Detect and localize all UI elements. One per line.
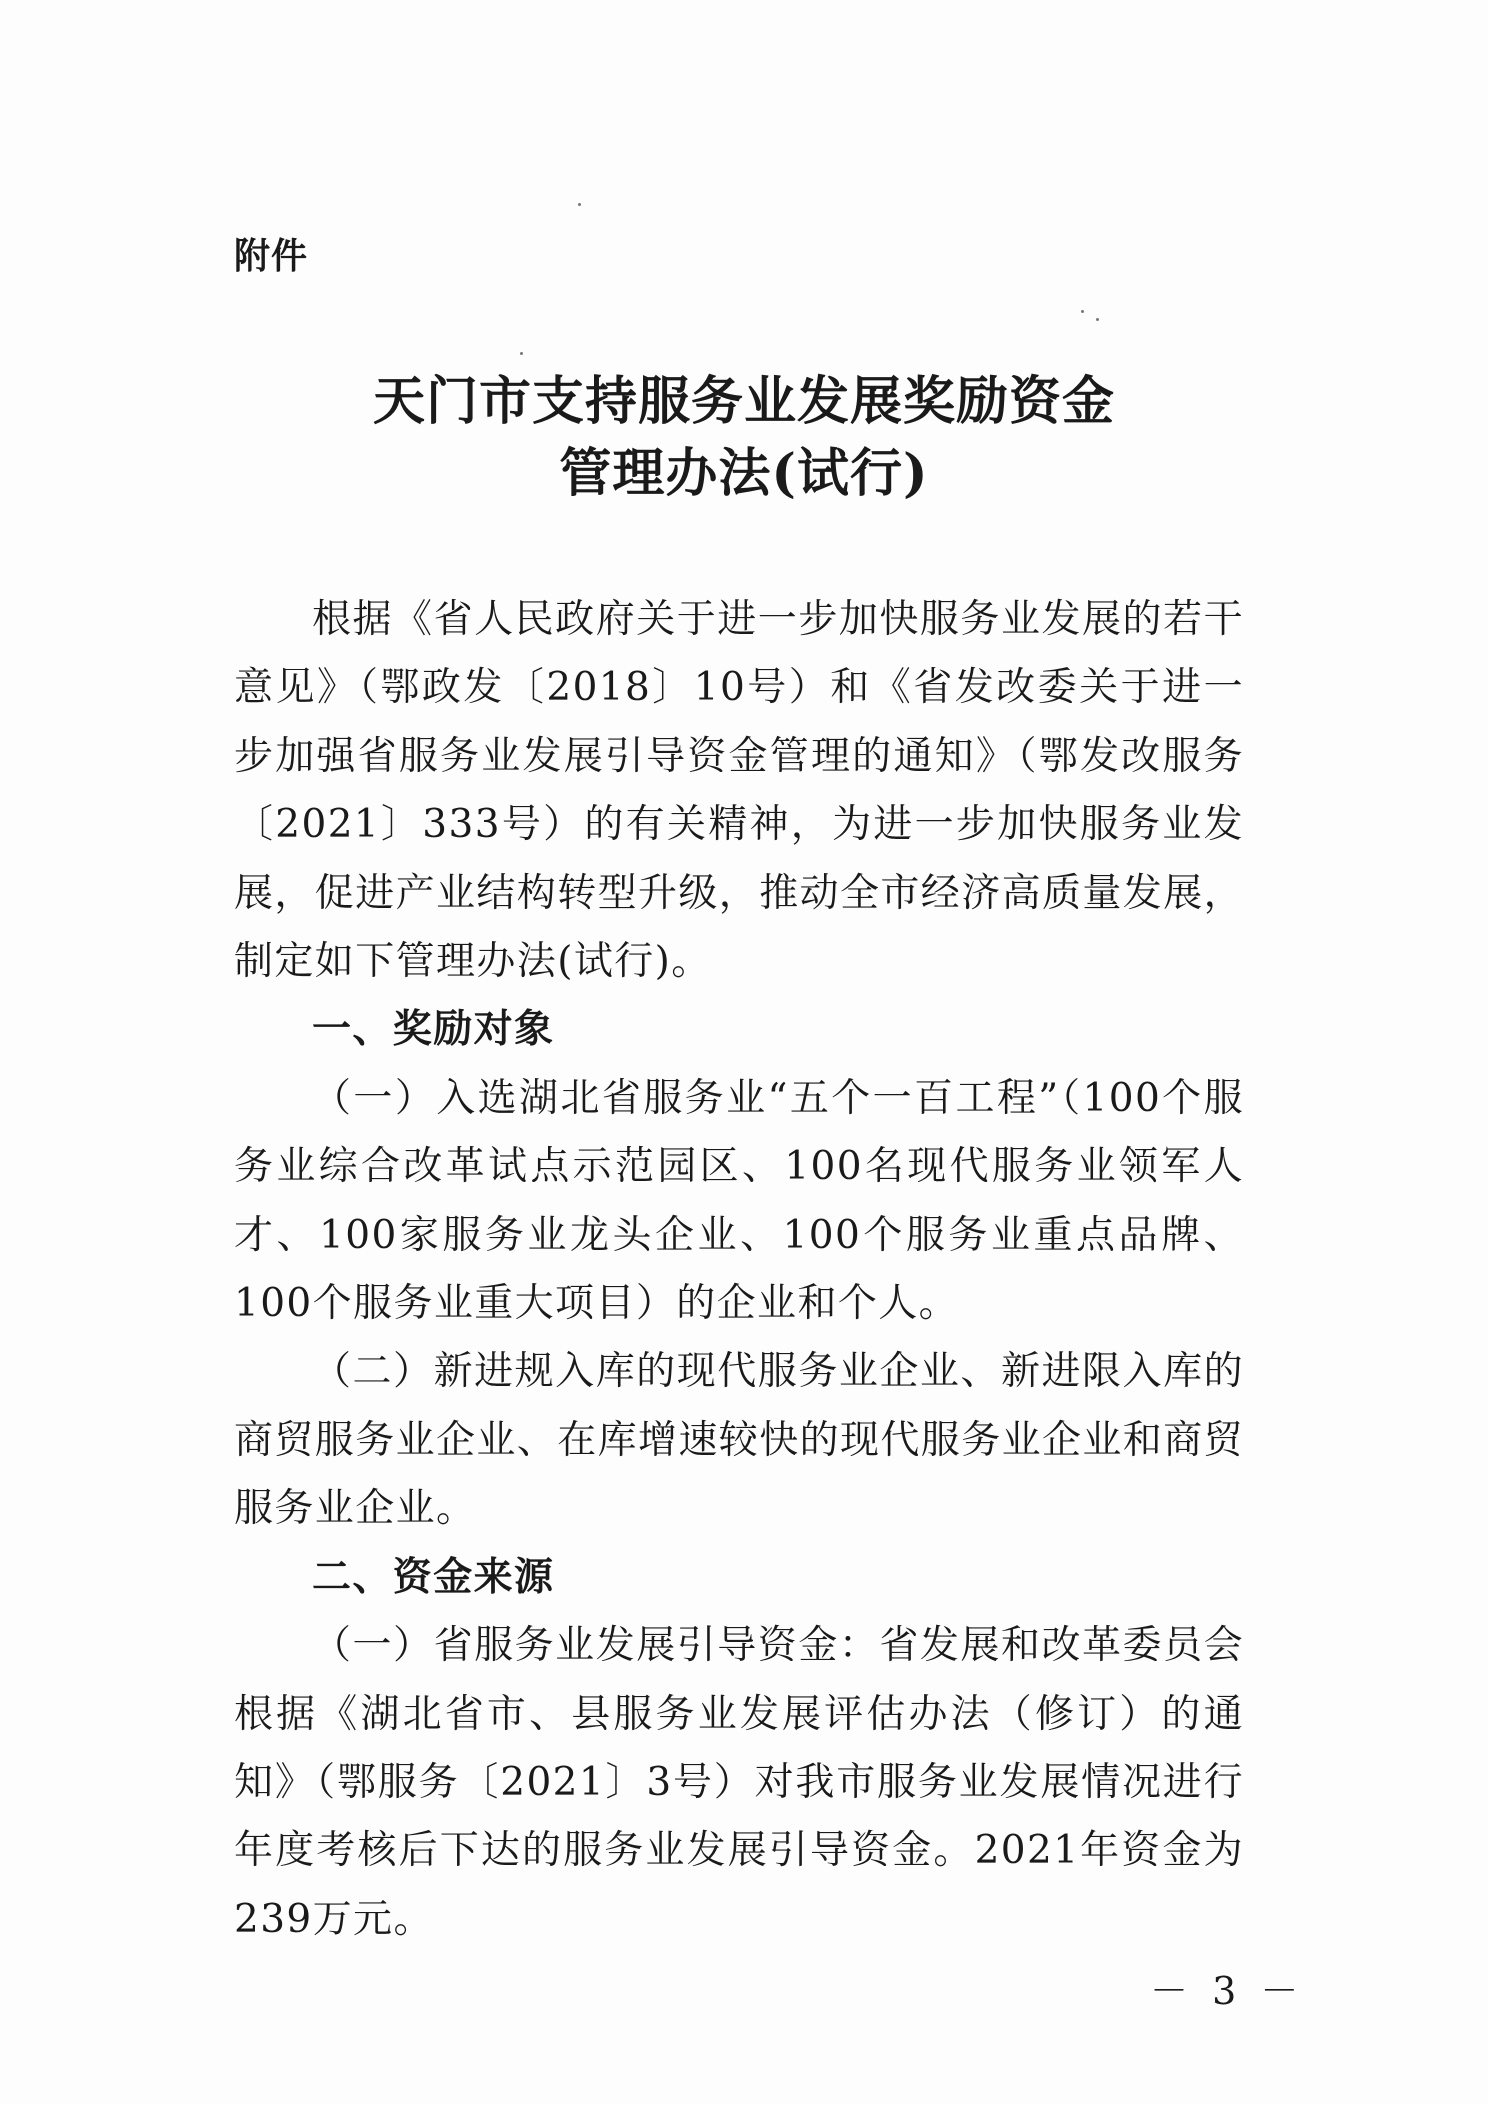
section-heading-fund-source: 二、资金来源	[312, 1554, 555, 1600]
scan-speck	[1081, 310, 1084, 313]
intro-paragraph: 根据《省人民政府关于进一步加快服务业发展的若干意见》（鄂政发〔2018〕10号）和《省发改委关于进一步加强省服务业发展引导资金管理的通知》（鄂发改服务〔2021〕333号）的有关精神，为进一步加快服务业发展，促进产业结构转型升级，推动全市经济高质量发展，制定如下管理办法(试行)。	[234, 597, 1245, 985]
section-1-item-1: （一）入选湖北省服务业“五个一百工程”（100个服务业综合改革试点示范园区、100名现代服务业领军人才、100家服务业龙头企业、100个服务业重点品牌、100个服务业重大项目）的企业和个人。	[234, 1075, 1244, 1327]
document-title-line-2: 管理办法(试行)	[559, 443, 929, 504]
page-number: － 3 －	[1150, 1969, 1305, 2013]
scan-speck	[578, 203, 581, 206]
document-body	[234, 586, 1244, 1954]
section-1-item-2: （二）新进规入库的现代服务业企业、新进限入库的商贸服务业企业、在库增速较快的现代服务业企业和商贸服务业企业。	[234, 1349, 1245, 1532]
scan-speck	[1096, 318, 1099, 321]
attachment-label: 附件	[234, 236, 309, 277]
scan-speck	[520, 352, 523, 355]
section-heading-reward-targets: 一、奖励对象	[312, 1007, 555, 1053]
section-2-item-1: （一）省服务业发展引导资金：省发展和改革委员会根据《湖北省市、县服务业发展评估办法（修订）的通知》（鄂服务〔2021〕3号）对我市服务业发展情况进行年度考核后下达的服务业发展引导资金。2021年资金为239万元。	[234, 1623, 1244, 1942]
document-title-line-1: 天门市支持服务业发展奖励资金	[372, 371, 1115, 432]
